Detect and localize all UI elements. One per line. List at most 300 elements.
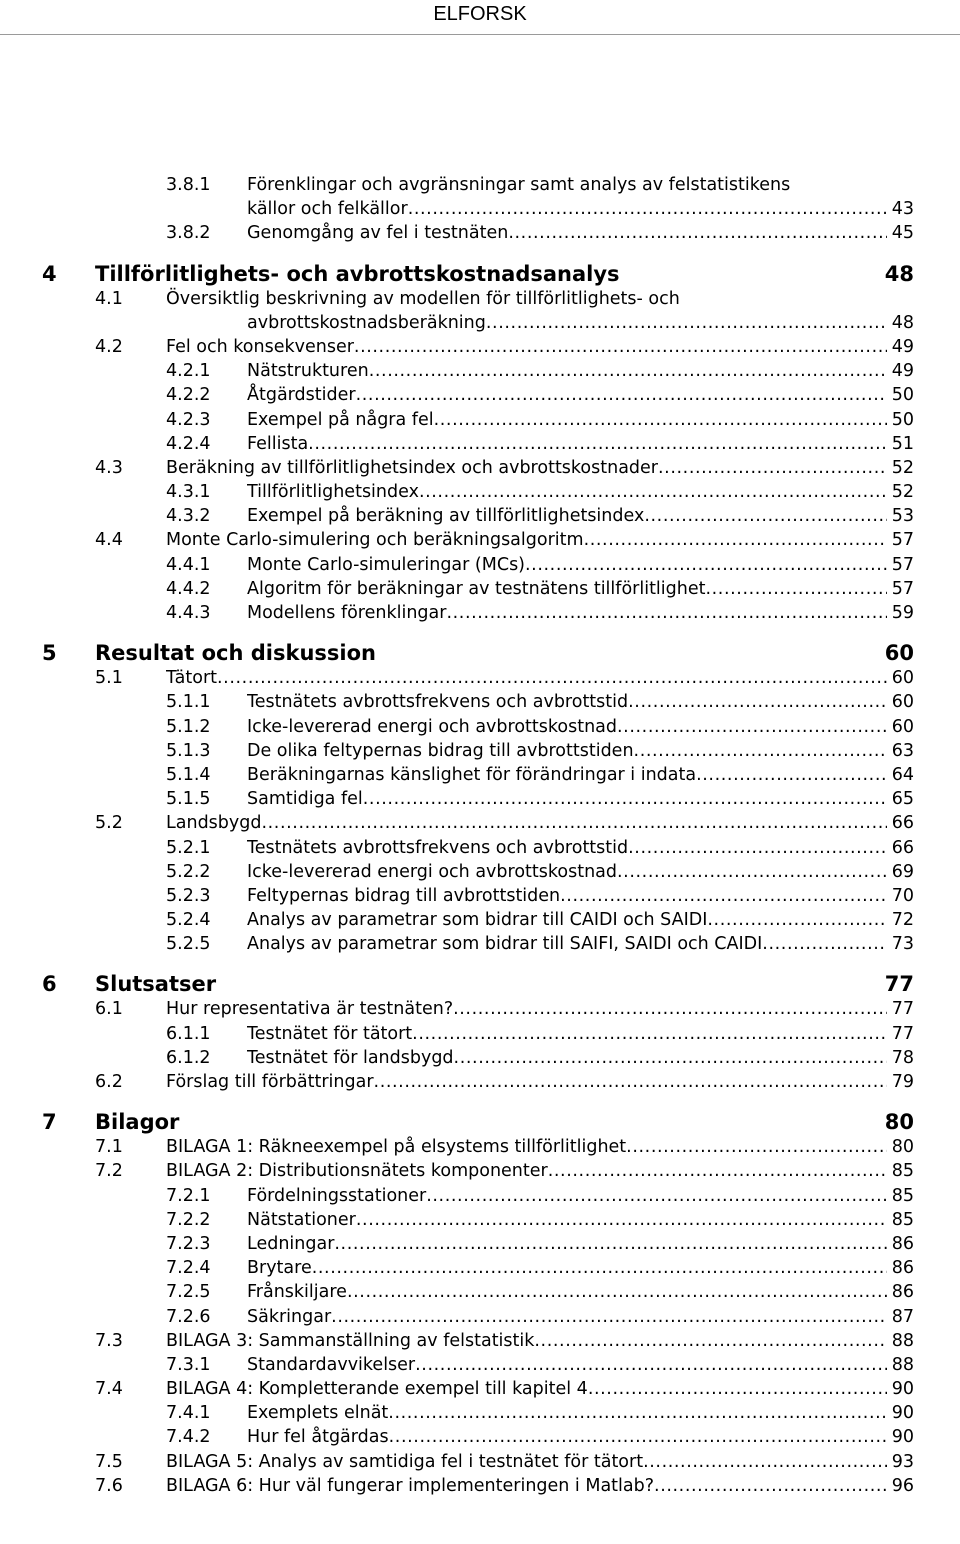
toc-entry-number: 7.2.2 — [166, 1209, 211, 1230]
toc-entry-page: 49 — [891, 336, 914, 357]
toc-entry[interactable] — [0, 811, 960, 835]
toc-chapter-page: 48 — [884, 261, 914, 286]
toc-entry-title: Säkringar — [247, 1306, 332, 1327]
toc-entry-number: 4.4 — [95, 530, 123, 551]
toc-entry-number: 7.1 — [95, 1137, 123, 1158]
toc-chapter-heading[interactable] — [0, 261, 960, 287]
toc-entry[interactable] — [0, 715, 960, 739]
toc-leader-dots — [217, 666, 887, 690]
toc-entry-page: 66 — [891, 837, 914, 858]
toc-chapter-page: 60 — [884, 641, 914, 666]
toc-entry-body — [247, 197, 914, 221]
toc-leader-dots — [434, 408, 887, 432]
toc-entry-body — [247, 860, 914, 884]
toc-entry-page: 96 — [891, 1475, 914, 1496]
toc-entry-title: Testnätets avbrottsfrekvens och avbrottstid — [247, 837, 629, 858]
toc-leader-dots — [347, 1280, 887, 1304]
toc-entry-page: 87 — [891, 1306, 914, 1327]
toc-entry-title: Icke-levererad energi och avbrottskostnad — [247, 861, 617, 882]
toc-entry-body — [166, 456, 914, 480]
toc-entry[interactable] — [0, 504, 960, 528]
toc-entry-body — [247, 408, 914, 432]
toc-entry-title: Tillförlitlighetsindex — [247, 482, 419, 503]
toc-leader-dots — [762, 932, 886, 956]
toc-leader-dots — [534, 1329, 886, 1353]
toc-entry-number: 5.2.4 — [166, 910, 211, 931]
toc-entry-page: 66 — [891, 813, 914, 834]
toc-entry-number: 7.2.3 — [166, 1233, 211, 1254]
toc-entry[interactable] — [0, 787, 960, 811]
toc-entry-title: Landsbygd — [166, 813, 262, 834]
toc-entry-number: 5.2.2 — [166, 861, 211, 882]
toc-entry-body — [247, 1208, 914, 1232]
toc-leader-dots — [454, 1046, 887, 1070]
toc-entry-number: 4.1 — [95, 288, 123, 309]
toc-chapter-number: 6 — [42, 972, 57, 997]
toc-leader-dots — [525, 553, 887, 577]
toc-entry-number: 5.1.2 — [166, 716, 211, 737]
toc-entry-title: Beräkningarnas känslighet för förändringar i indata — [247, 764, 697, 785]
toc-entry-title: Testnätet för landsbygd — [247, 1047, 454, 1068]
toc-entry-number: 7.5 — [95, 1451, 123, 1472]
toc-entry[interactable] — [0, 1184, 960, 1208]
toc-entry[interactable] — [0, 908, 960, 932]
toc-entry-body — [247, 432, 914, 456]
toc-entry-page: 80 — [891, 1137, 914, 1158]
toc-entry-title: Exempel på några fel — [247, 409, 434, 430]
toc-entry-body — [247, 690, 914, 714]
toc-entry-number: 4.2.3 — [166, 409, 211, 430]
toc-entry-title: BILAGA 4: Kompletterande exempel till kapitel 4 — [166, 1379, 588, 1400]
toc-entry-page: 57 — [891, 554, 914, 575]
toc-entry-continuation — [0, 311, 960, 335]
toc-entry-number: 7.4 — [95, 1379, 123, 1400]
toc-chapter-number: 4 — [42, 261, 57, 286]
toc-entry-number: 4.2.2 — [166, 385, 211, 406]
toc-entry-body — [247, 480, 914, 504]
toc-entry-page: 85 — [891, 1161, 914, 1182]
toc-leader-dots — [331, 1305, 887, 1329]
toc-entry-title: BILAGA 6: Hur väl fungerar implementeringen i Matlab? — [166, 1475, 655, 1496]
toc-leader-dots — [654, 1474, 887, 1498]
toc-entry[interactable] — [0, 666, 960, 690]
toc-chapter-page: 77 — [884, 972, 914, 997]
toc-entry-title: Frånskiljare — [247, 1282, 347, 1303]
toc-entry[interactable] — [0, 480, 960, 504]
toc-entry-page: 50 — [891, 409, 914, 430]
toc-entry-page: 53 — [891, 506, 914, 527]
toc-leader-dots — [354, 335, 887, 359]
toc-entry[interactable] — [0, 553, 960, 577]
toc-entry-continuation — [0, 197, 960, 221]
toc-entry-page: 85 — [891, 1209, 914, 1230]
toc-entry-title: Förslag till förbättringar — [166, 1072, 374, 1092]
toc-chapter-number: 5 — [42, 641, 57, 666]
toc-entry-page: 60 — [891, 692, 914, 713]
toc-entry-body — [247, 383, 914, 407]
toc-entry[interactable] — [0, 1329, 960, 1353]
table-of-contents — [0, 173, 960, 1498]
toc-entry-title: källor och felkällor — [247, 199, 408, 220]
toc-entry-title: Fel och konsekvenser — [166, 336, 354, 357]
toc-entry-body — [247, 763, 914, 787]
toc-entry-page: 43 — [891, 199, 914, 220]
toc-entry-title: BILAGA 3: Sammanställning av felstatistik — [166, 1330, 535, 1351]
toc-entry-page: 93 — [891, 1451, 914, 1472]
toc-entry-body — [166, 1329, 914, 1353]
toc-entry-number: 5.1.5 — [166, 789, 211, 810]
toc-leader-dots — [419, 480, 887, 504]
toc-entry-body — [166, 1377, 914, 1401]
toc-leader-dots — [508, 221, 886, 245]
toc-entry[interactable] — [0, 1022, 960, 1046]
toc-entry[interactable] — [0, 860, 960, 884]
toc-entry-title: Hur fel åtgärdas — [247, 1427, 389, 1448]
toc-entry[interactable] — [0, 739, 960, 763]
toc-entry-body — [247, 577, 914, 601]
toc-entry-title: avbrottskostnadsberäkning — [247, 312, 486, 333]
toc-entry[interactable] — [0, 1474, 960, 1498]
toc-entry-number: 5.2.1 — [166, 837, 211, 858]
toc-chapter-number: 7 — [42, 1110, 57, 1135]
toc-entry-page: 60 — [891, 668, 914, 689]
toc-leader-dots — [588, 1377, 887, 1401]
toc-entry[interactable] — [0, 359, 960, 383]
toc-entry-body — [247, 884, 914, 908]
toc-entry[interactable] — [0, 601, 960, 625]
toc-entry-title: Fellista — [247, 433, 309, 454]
toc-entry-body — [247, 221, 914, 245]
toc-entry-number: 7.2.4 — [166, 1258, 211, 1279]
toc-entry-number: 5.1.4 — [166, 764, 211, 785]
toc-entry-body — [247, 553, 914, 577]
toc-entry-page: 57 — [891, 578, 914, 599]
toc-entry-body — [166, 1159, 914, 1183]
toc-entry-title: Fördelningsstationer — [247, 1185, 427, 1206]
toc-entry-number: 6.1.2 — [166, 1047, 211, 1068]
toc-entry-page: 78 — [891, 1047, 914, 1068]
toc-entry[interactable] — [0, 836, 960, 860]
toc-entry-page: 57 — [891, 530, 914, 551]
toc-entry-page: 77 — [891, 999, 914, 1020]
toc-entry-page: 52 — [891, 457, 914, 478]
toc-entry-title: Testnätets avbrottsfrekvens och avbrottstid — [247, 692, 629, 713]
toc-entry-page: 88 — [891, 1330, 914, 1351]
toc-entry-number: 5.2.3 — [166, 885, 211, 906]
toc-entry-title: Modellens förenklingar — [247, 603, 447, 623]
toc-entry-page: 86 — [891, 1282, 914, 1303]
toc-leader-dots — [705, 577, 886, 601]
toc-entry-title: Tätort — [166, 668, 217, 689]
toc-leader-dots — [356, 1208, 887, 1232]
toc-leader-dots — [617, 860, 887, 884]
toc-entry-number: 4.3.2 — [166, 506, 211, 527]
toc-entry-number: 7.4.2 — [166, 1427, 211, 1448]
toc-leader-dots — [369, 359, 887, 383]
toc-entry-number: 6.1.1 — [166, 1023, 211, 1044]
toc-entry-number: 6.2 — [95, 1072, 123, 1092]
toc-entry[interactable] — [0, 763, 960, 787]
toc-entry-title: Exemplets elnät — [247, 1403, 389, 1424]
toc-entry-page: 63 — [891, 740, 914, 761]
toc-entry-title: Standardavvikelser — [247, 1354, 416, 1375]
toc-entry-body — [166, 666, 914, 690]
toc-entry-page: 50 — [891, 385, 914, 406]
toc-entry-body — [247, 1353, 914, 1377]
toc-entry[interactable] — [0, 932, 960, 956]
toc-entry-number: 4.2.1 — [166, 361, 211, 382]
toc-entry-number: 7.6 — [95, 1475, 123, 1496]
toc-leader-dots — [446, 601, 886, 625]
toc-entry-body — [247, 908, 914, 932]
toc-leader-dots — [617, 715, 887, 739]
toc-entry-number: 3.8.1 — [166, 175, 211, 195]
toc-chapter-title: Tillförlitlighets- och avbrottskostnadsanalys — [95, 261, 620, 286]
toc-entry-title: BILAGA 2: Distributionsnätets komponenter — [166, 1161, 548, 1182]
toc-entry-body — [247, 1401, 914, 1425]
toc-entry-number: 4.2 — [95, 336, 123, 357]
toc-entry-page: 69 — [891, 861, 914, 882]
header-title: ELFORSK — [433, 3, 527, 25]
toc-entry[interactable] — [0, 456, 960, 480]
toc-entry-body — [247, 1046, 914, 1070]
toc-entry-title: Testnätet för tätort — [247, 1023, 413, 1044]
toc-entry[interactable] — [0, 1208, 960, 1232]
toc-chapter-title: Slutsatser — [95, 972, 217, 997]
toc-entry[interactable] — [0, 997, 960, 1021]
toc-entry-page: 88 — [891, 1354, 914, 1375]
toc-entry[interactable] — [0, 1305, 960, 1329]
toc-entry[interactable] — [0, 1159, 960, 1183]
toc-leader-dots — [356, 383, 887, 407]
toc-entry-body — [247, 601, 914, 625]
toc-chapter-heading[interactable] — [0, 1109, 960, 1135]
toc-entry-number: 5.1 — [95, 668, 123, 689]
toc-entry-title: BILAGA 1: Räkneexempel på elsystems tillförlitlighet — [166, 1137, 627, 1158]
toc-leader-dots — [634, 739, 887, 763]
toc-entry-number: 4.2.4 — [166, 433, 211, 454]
toc-entry[interactable] — [0, 528, 960, 552]
page-header — [0, 0, 960, 35]
toc-entry-number: 7.4.1 — [166, 1403, 211, 1424]
toc-leader-dots — [453, 997, 887, 1021]
toc-leader-dots — [626, 1135, 887, 1159]
toc-entry-body — [247, 932, 914, 956]
toc-entry-title: Översiktlig beskrivning av modellen för tillförlitlighets- och — [166, 288, 680, 309]
toc-entry[interactable] — [0, 1353, 960, 1377]
toc-entry[interactable] — [0, 1450, 960, 1474]
toc-leader-dots — [363, 787, 887, 811]
toc-entry-title: Åtgärdstider — [247, 385, 356, 406]
toc-entry-page: 90 — [891, 1427, 914, 1448]
toc-entry-body — [166, 811, 914, 835]
toc-entry-page: 86 — [891, 1258, 914, 1279]
toc-entry-page: 51 — [891, 433, 914, 454]
toc-entry[interactable] — [0, 1425, 960, 1449]
toc-leader-dots — [584, 528, 887, 552]
toc-entry-title: Icke-levererad energi och avbrottskostnad — [247, 716, 617, 737]
toc-leader-dots — [374, 1070, 887, 1094]
toc-chapter-page: 80 — [884, 1110, 914, 1135]
toc-entry-body — [166, 287, 914, 311]
toc-entry-number: 7.2 — [95, 1161, 123, 1182]
toc-entry-title: De olika feltypernas bidrag till avbrottstiden — [247, 740, 634, 761]
toc-leader-dots — [389, 1425, 887, 1449]
toc-entry-page: 85 — [891, 1185, 914, 1206]
toc-entry-number: 4.4.1 — [166, 554, 211, 575]
toc-entry-page: 52 — [891, 482, 914, 503]
toc-leader-dots — [658, 456, 887, 480]
toc-entry[interactable] — [0, 383, 960, 407]
toc-entry[interactable] — [0, 432, 960, 456]
toc-entry-body — [166, 1474, 914, 1498]
toc-entry-body — [247, 836, 914, 860]
toc-entry-title: Hur representativa är testnäten? — [166, 999, 454, 1020]
toc-leader-dots — [334, 1232, 886, 1256]
toc-leader-dots — [643, 1450, 887, 1474]
toc-leader-dots — [696, 763, 887, 787]
toc-leader-dots — [261, 811, 886, 835]
toc-entry[interactable] — [0, 1280, 960, 1304]
toc-entry-number: 7.2.6 — [166, 1306, 211, 1327]
toc-entry-body — [247, 787, 914, 811]
toc-entry-body — [247, 1022, 914, 1046]
toc-leader-dots — [426, 1184, 886, 1208]
toc-leader-dots — [628, 836, 887, 860]
toc-entry-number: 3.8.2 — [166, 223, 211, 244]
toc-entry-page: 45 — [891, 223, 914, 244]
toc-entry[interactable] — [0, 287, 960, 311]
toc-leader-dots — [308, 432, 887, 456]
toc-entry-number: 5.1.3 — [166, 740, 211, 761]
toc-entry-number: 4.4.2 — [166, 578, 211, 599]
toc-entry-number: 7.2.5 — [166, 1282, 211, 1303]
toc-entry-body — [247, 173, 914, 197]
toc-entry-body — [247, 1280, 914, 1304]
toc-leader-dots — [548, 1159, 887, 1183]
toc-entry-title: Monte Carlo-simuleringar (MCs) — [247, 554, 526, 575]
toc-entry-number: 7.3.1 — [166, 1354, 211, 1375]
toc-entry[interactable] — [0, 408, 960, 432]
toc-entry-title: Exempel på beräkning av tillförlitlighetsindex — [247, 506, 645, 527]
toc-chapter-heading[interactable] — [0, 971, 960, 997]
toc-leader-dots — [388, 1401, 886, 1425]
toc-entry[interactable] — [0, 1401, 960, 1425]
toc-entry-body — [247, 311, 914, 335]
toc-leader-dots — [412, 1022, 887, 1046]
toc-entry-page: 72 — [891, 910, 914, 931]
toc-entry-title: Ledningar — [247, 1233, 335, 1254]
toc-entry-title: Nätstrukturen — [247, 361, 369, 382]
toc-entry[interactable] — [0, 577, 960, 601]
toc-entry[interactable] — [0, 1135, 960, 1159]
toc-entry-title: Förenklingar och avgränsningar samt analys av felstatistikens — [247, 175, 791, 195]
toc-entry-title: Genomgång av fel i testnäten — [247, 223, 509, 244]
toc-entry-number: 5.2.5 — [166, 934, 211, 955]
toc-leader-dots — [312, 1256, 887, 1280]
toc-entry-body — [247, 739, 914, 763]
toc-entry-body — [247, 504, 914, 528]
toc-entry-title: Samtidiga fel — [247, 789, 363, 810]
toc-entry-number: 5.1.1 — [166, 692, 211, 713]
toc-chapter-title: Bilagor — [95, 1110, 180, 1135]
toc-entry[interactable] — [0, 221, 960, 245]
toc-entry-page: 90 — [891, 1403, 914, 1424]
toc-entry-number: 4.3 — [95, 457, 123, 478]
toc-entry-page: 73 — [891, 934, 914, 955]
toc-entry[interactable] — [0, 1256, 960, 1280]
toc-entry-page: 79 — [891, 1072, 914, 1092]
toc-entry-number: 4.4.3 — [166, 603, 211, 623]
toc-entry-body — [247, 1232, 914, 1256]
toc-entry-page: 49 — [891, 361, 914, 382]
toc-leader-dots — [486, 311, 887, 335]
toc-entry-page: 59 — [891, 603, 914, 623]
toc-leader-dots — [560, 884, 887, 908]
toc-entry-body — [166, 1070, 914, 1094]
toc-chapter-heading[interactable] — [0, 640, 960, 666]
toc-entry-title: Monte Carlo-simulering och beräkningsalgoritm — [166, 530, 584, 551]
toc-entry-title: Analys av parametrar som bidrar till CAIDI och SAIDI — [247, 910, 708, 931]
toc-leader-dots — [415, 1353, 887, 1377]
toc-entry-number: 5.2 — [95, 813, 123, 834]
toc-entry[interactable] — [0, 1046, 960, 1070]
toc-entry-body — [166, 1450, 914, 1474]
toc-entry[interactable] — [0, 335, 960, 359]
toc-entry-page: 48 — [891, 312, 914, 333]
toc-entry-title: Brytare — [247, 1258, 312, 1279]
toc-entry-title: Beräkning av tillförlitlighetsindex och avbrottskostnader — [166, 457, 658, 478]
toc-entry-title: BILAGA 5: Analys av samtidiga fel i testnätet för tätort — [166, 1451, 644, 1472]
toc-entry-number: 6.1 — [95, 999, 123, 1020]
toc-entry-page: 70 — [891, 885, 914, 906]
toc-entry-number: 4.3.1 — [166, 482, 211, 503]
toc-leader-dots — [644, 504, 886, 528]
toc-entry-body — [166, 1135, 914, 1159]
toc-leader-dots — [408, 197, 887, 221]
toc-entry-number: 7.3 — [95, 1330, 123, 1351]
toc-entry-body — [247, 1305, 914, 1329]
toc-entry-page: 86 — [891, 1233, 914, 1254]
toc-entry-body — [247, 1425, 914, 1449]
toc-entry-body — [166, 335, 914, 359]
toc-entry[interactable] — [0, 1232, 960, 1256]
toc-entry-page: 60 — [891, 716, 914, 737]
toc-entry-page: 90 — [891, 1379, 914, 1400]
toc-entry-body — [247, 359, 914, 383]
toc-entry-title: Algoritm för beräkningar av testnätens tillförlitlighet — [247, 578, 706, 599]
toc-leader-dots — [628, 690, 887, 714]
toc-entry[interactable] — [0, 173, 960, 197]
toc-entry-title: Feltypernas bidrag till avbrottstiden — [247, 885, 561, 906]
toc-entry-page: 64 — [891, 764, 914, 785]
toc-entry-title: Nätstationer — [247, 1209, 356, 1230]
toc-entry[interactable] — [0, 1377, 960, 1401]
toc-entry[interactable] — [0, 884, 960, 908]
toc-entry[interactable] — [0, 1070, 960, 1094]
toc-entry-body — [166, 997, 914, 1021]
toc-entry[interactable] — [0, 690, 960, 714]
toc-entry-body — [166, 528, 914, 552]
toc-chapter-title: Resultat och diskussion — [95, 641, 376, 666]
toc-entry-body — [247, 1184, 914, 1208]
toc-leader-dots — [707, 908, 886, 932]
toc-entry-title: Analys av parametrar som bidrar till SAIFI, SAIDI och CAIDI — [247, 934, 763, 955]
toc-entry-body — [247, 1256, 914, 1280]
toc-entry-body — [247, 715, 914, 739]
toc-entry-number: 7.2.1 — [166, 1185, 211, 1206]
toc-entry-page: 65 — [891, 789, 914, 810]
